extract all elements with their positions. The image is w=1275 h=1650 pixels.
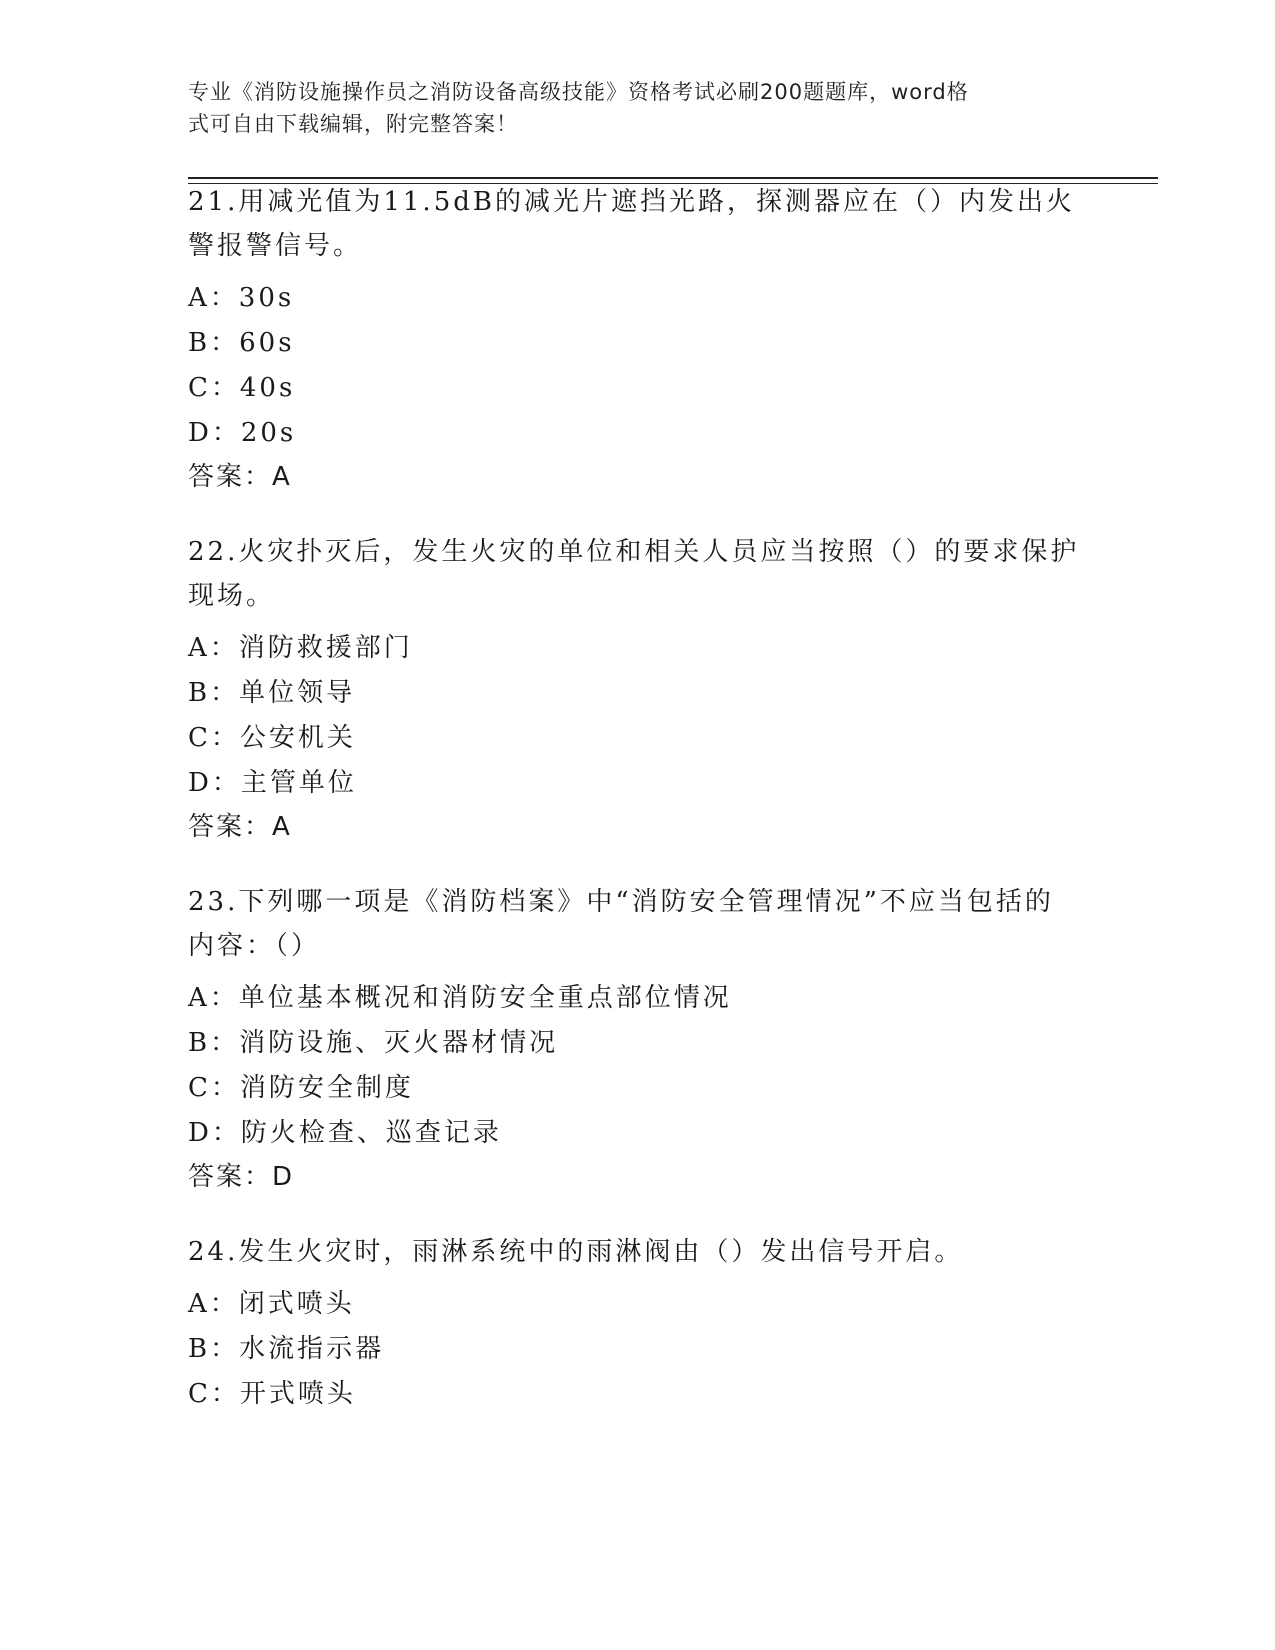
option-a: A：消防救援部门 (188, 633, 413, 663)
option-b: B：水流指示器 (188, 1334, 385, 1364)
document-header (188, 76, 1068, 140)
option-c: C：40s (188, 373, 296, 403)
question-22 (188, 530, 1088, 842)
option-c: C：消防安全制度 (188, 1073, 414, 1103)
option-a: A：闭式喷头 (188, 1289, 355, 1319)
question-24 (188, 1230, 1088, 1409)
option-c: C：公安机关 (188, 723, 356, 753)
header-divider-thick (188, 177, 1158, 179)
option-d: D：防火检查、巡查记录 (188, 1118, 502, 1148)
option-b: B：60s (188, 328, 295, 358)
option-c: C：开式喷头 (188, 1379, 356, 1409)
question-stem-line-2: 警报警信号。 (188, 231, 363, 261)
question-stem-line-1: 21.用减光值为11.5dB的减光片遮挡光路，探测器应在（）内发出火 (188, 187, 1075, 217)
answer: 答案：A (188, 462, 292, 492)
question-21 (188, 180, 1088, 492)
answer: 答案：A (188, 812, 292, 842)
question-stem-line-2: 内容：（） (188, 931, 321, 961)
question-stem-line-1: 22.火灾扑灭后，发生火灾的单位和相关人员应当按照（）的要求保护 (188, 537, 1080, 567)
option-b: B：单位领导 (188, 678, 356, 708)
header-line-1: 专业《消防设施操作员之消防设备高级技能》资格考试必刷200题题库，word格 (188, 80, 969, 104)
option-b: B：消防设施、灭火器材情况 (188, 1028, 559, 1058)
option-d: D：主管单位 (188, 768, 357, 798)
question-stem-line-1: 23.下列哪一项是《消防档案》中“消防安全管理情况”不应当包括的 (188, 887, 1054, 917)
header-line-2: 式可自由下载编辑，附完整答案！ (188, 112, 518, 136)
option-a: A：30s (188, 283, 295, 313)
option-d: D：20s (188, 418, 297, 448)
option-a: A：单位基本概况和消防安全重点部位情况 (188, 983, 732, 1013)
question-stem-line-1: 24.发生火灾时，雨淋系统中的雨淋阀由（）发出信号开启。 (188, 1237, 964, 1267)
question-stem-line-2: 现场。 (188, 581, 276, 611)
question-23 (188, 880, 1088, 1192)
answer: 答案：D (188, 1162, 295, 1192)
